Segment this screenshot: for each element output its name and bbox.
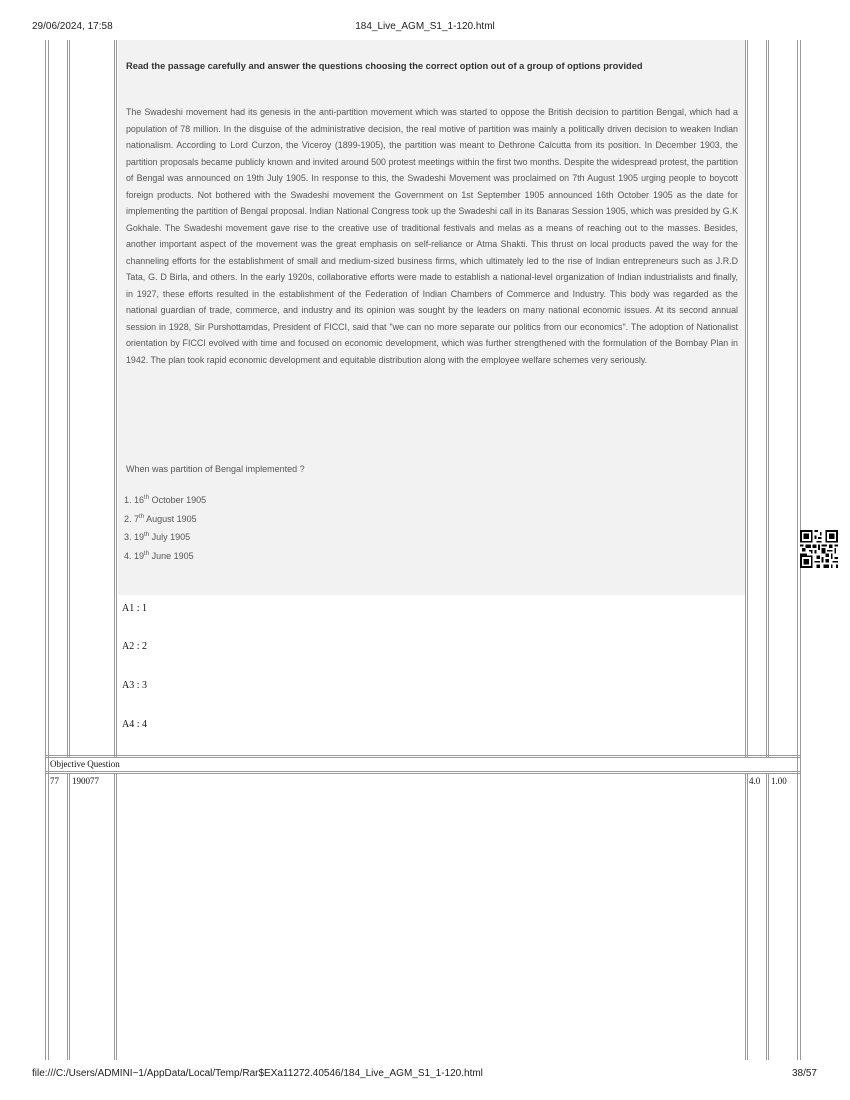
option-number: 1. bbox=[124, 495, 132, 505]
option-number: 3. bbox=[124, 532, 132, 542]
negative-marks-cell: 1.00 bbox=[771, 776, 787, 786]
table-border bbox=[768, 773, 769, 1060]
table-border bbox=[67, 773, 68, 1060]
passage-text: The Swadeshi movement had its genesis in the anti-partition movement which was started to oppose the British decision to partition Bengal, which had a population of 78 million. In the disguise of the administrative decision, the real motive of partition was mainly a politically driven decision to weaken Indian nationalism. According to Lord Curzon, the Viceroy (1899-1905), the partition was meant to Dethrone Calcutta from its position. In December 1903, the partition proposals became publicly known and invited around 500 protest meetings within the first two months. Despite the widespread protest, the partition of Bengal was announced on 19th July 1905. In response to this, the Swadeshi Movement was proclaimed on 7th August 1905 urging people to boycott foreign products. Not bothered with the Swadeshi movement the Government on 1st September 1905 announced 16th October 1905 as the date for implementing the partition of Bengal proposal. Indian National Congress took up the Swadeshi call in its Banaras Session 1905, which was presided by G.K Gokhale. The Swadeshi movement gave rise to the creative use of traditional festivals and melas as a means of reaching out to the masses. Besides, another important aspect of the movement was the great emphasis on self-reliance or Atma Shakti. This thrust on local products paved the way for the channeling efforts for the establishment of small and medium-sized business firms, which ultimately led to the rise of Indian entrepreneurs such as J.R.D Tata, G. D Birla, and others. In the early 1920s, collaborative efforts were made to establish a national-level organization of Indian industrialists and finally, in 1927, these efforts resulted in the establishment of the Federation of Indian Chambers of Commerce and Industry. This body was regarded as the national guardian of trade, commerce, and industry and its opinion was sought by the leaders on many national economic issues. At its second annual session in 1928, Sir Purshottamdas, President of FICCI, said that "we can no more separate our politics from our economics". The adoption of Nationalist orientation by FICCI evolved with time and focused on economic development, which was further strengthened with the formulation of the Bombay Plan in 1942. The plan took rapid economic development and equitable distribution along with the employee welfare schemes very seriously. bbox=[126, 107, 738, 365]
table-border bbox=[45, 773, 801, 774]
option-rest: October 1905 bbox=[149, 495, 207, 505]
option-suffix: th bbox=[144, 495, 150, 501]
table-border bbox=[67, 40, 68, 757]
option-item bbox=[124, 490, 206, 509]
marks-cell: 4.0 bbox=[749, 776, 761, 786]
table-border bbox=[116, 40, 117, 757]
file-path: file:///C:/Users/ADMINI~1/AppData/Local/Temp/Rar$EXa11272.40546/184_Live_AGM_S1_1-120.html bbox=[32, 1068, 483, 1079]
answer-choice-2: A2 : 2 bbox=[122, 641, 147, 652]
table-border bbox=[797, 40, 798, 1060]
print-title: 184_Live_AGM_S1_1-120.html bbox=[355, 21, 495, 32]
table-border bbox=[45, 40, 46, 1060]
answer-choice-4: A4 : 4 bbox=[122, 719, 147, 730]
table-border bbox=[745, 773, 746, 1060]
table-border bbox=[766, 773, 767, 1060]
print-datetime: 29/06/2024, 17:58 bbox=[32, 21, 113, 32]
table-border bbox=[768, 40, 769, 757]
question-text: When was partition of Bengal implemented ? bbox=[126, 464, 305, 474]
table-border bbox=[747, 40, 748, 757]
option-item bbox=[124, 509, 206, 528]
table-border bbox=[69, 773, 70, 1060]
option-number: 2. bbox=[124, 513, 132, 524]
table-border bbox=[45, 755, 801, 756]
question-heading: Read the passage carefully and answer the questions choosing the correct option out of a group of options provided bbox=[126, 61, 643, 71]
option-rest: August 1905 bbox=[144, 513, 197, 524]
sl-no-cell: 77 bbox=[50, 776, 59, 786]
option-day: 16 bbox=[134, 495, 145, 505]
table-border bbox=[45, 771, 801, 772]
table-border bbox=[747, 773, 748, 1060]
option-suffix: th bbox=[144, 550, 150, 557]
option-suffix: th bbox=[144, 532, 150, 538]
table-border bbox=[766, 40, 767, 757]
answer-choice-1: A1 : 1 bbox=[122, 603, 147, 614]
table-border bbox=[114, 773, 115, 1060]
option-list bbox=[124, 490, 206, 564]
option-item bbox=[124, 527, 206, 546]
question-id-cell: 190077 bbox=[72, 776, 99, 786]
table-border bbox=[69, 40, 70, 757]
option-suffix: th bbox=[139, 513, 145, 520]
option-day: 19 bbox=[134, 550, 145, 561]
table-border bbox=[745, 40, 746, 757]
table-border bbox=[48, 40, 49, 1060]
table-border bbox=[114, 40, 115, 757]
table-border bbox=[45, 757, 801, 758]
section-label: Objective Question bbox=[50, 759, 120, 769]
option-rest: July 1905 bbox=[149, 532, 191, 542]
option-number: 4. bbox=[124, 550, 132, 561]
option-day: 7 bbox=[134, 513, 140, 524]
table-border bbox=[116, 773, 117, 1060]
page-number: 38/57 bbox=[791, 1068, 817, 1079]
option-rest: June 1905 bbox=[149, 550, 194, 561]
qr-code-icon bbox=[800, 530, 838, 568]
option-day: 19 bbox=[134, 532, 145, 542]
option-item bbox=[124, 546, 206, 565]
answer-choice-3: A3 : 3 bbox=[122, 680, 147, 691]
